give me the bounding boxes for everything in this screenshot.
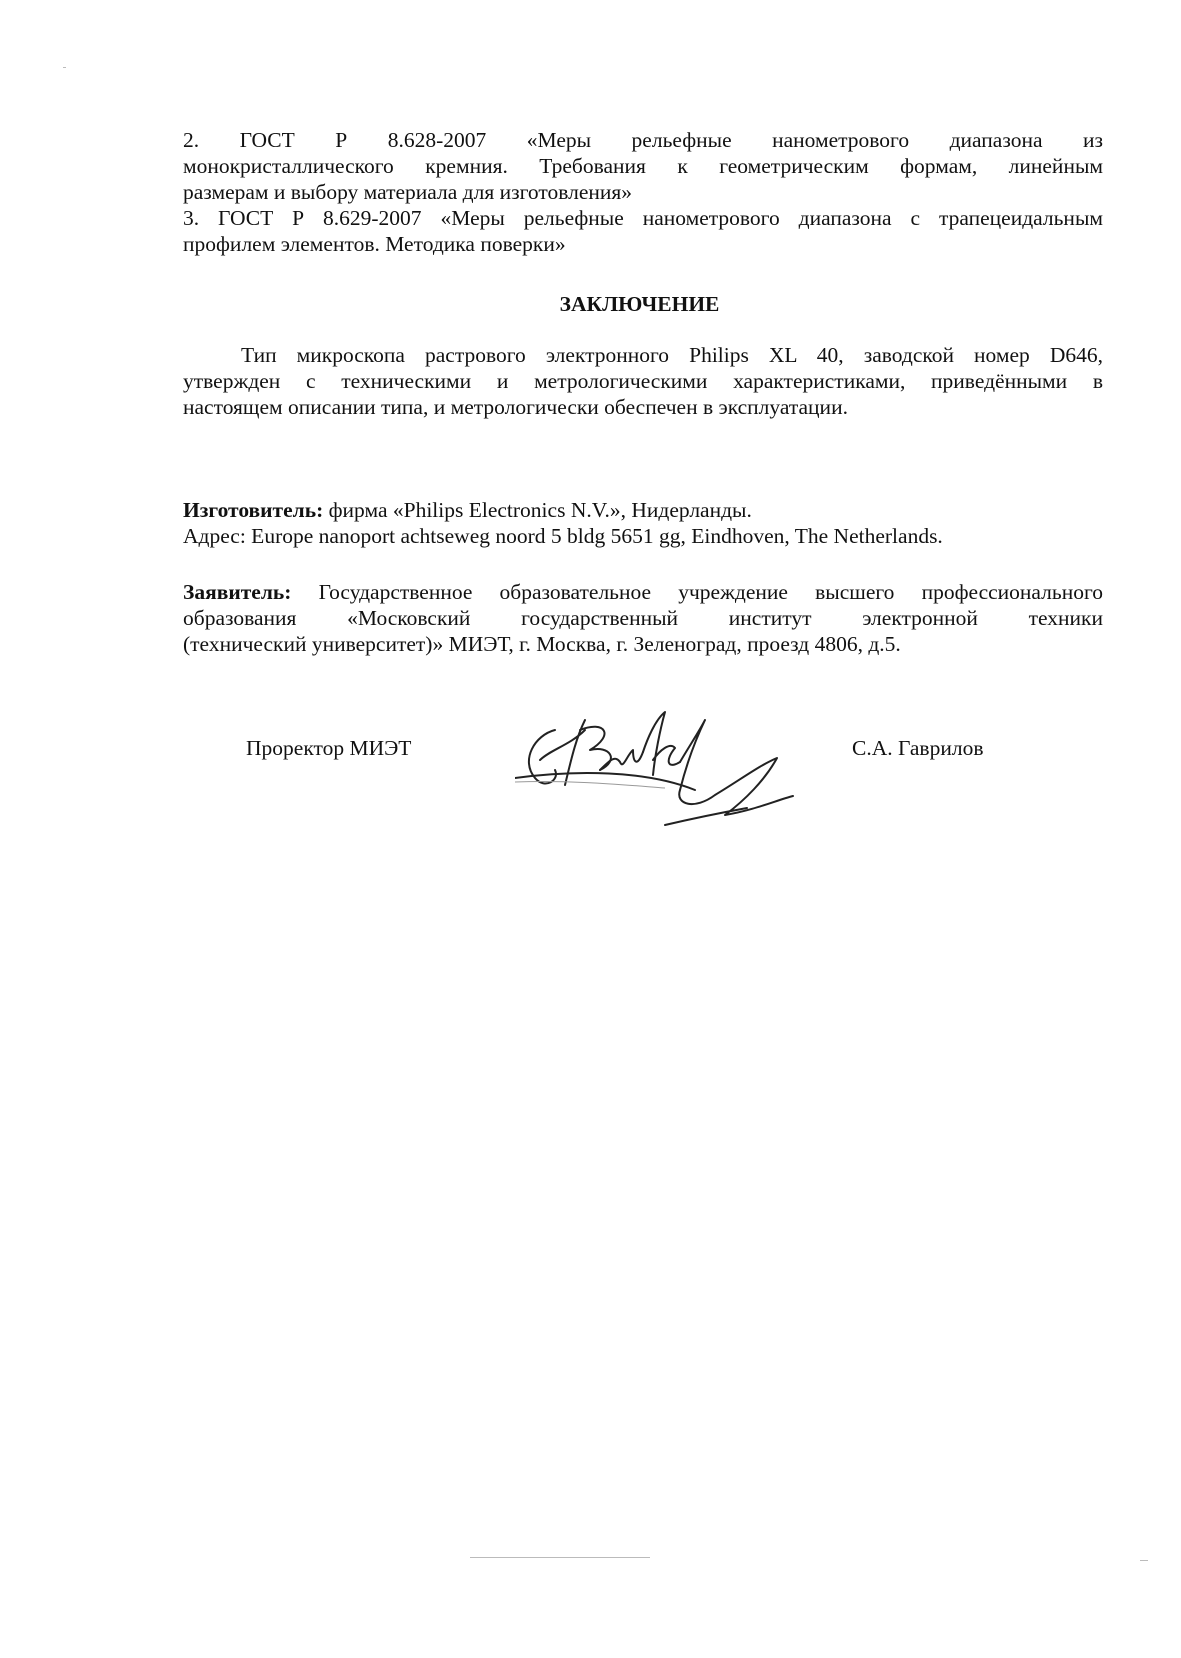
conclusion-line-1: Тип микроскопа растрового электронного Philips XL 40, заводской номер D646,	[241, 343, 1103, 367]
manufacturer-label: Изготовитель:	[183, 498, 324, 522]
conclusion-heading: ЗАКЛЮЧЕНИЕ	[559, 292, 720, 316]
applicant-line-1	[183, 579, 1103, 605]
ref-2-line-3: размерам и выбору материала для изготовления»	[183, 180, 633, 204]
manufacturer-line	[183, 497, 1103, 523]
manufacturer-section	[183, 497, 1103, 549]
applicant-section	[183, 579, 1103, 657]
manufacturer-address: Адрес: Europe nanoport achtseweg noord 5 bldg 5651 gg, Eindhoven, The Netherlands.	[183, 524, 943, 548]
conclusion-line-3: настоящем описании типа, и метрологически обеспечен в эксплуатации.	[183, 395, 848, 419]
conclusion-paragraph	[183, 342, 1103, 420]
handwritten-signature	[515, 700, 825, 870]
ref-2-line-2: монокристаллического кремния. Требования к геометрическим формам, линейным	[183, 154, 1103, 178]
signer-position: Проректор МИЭТ	[246, 736, 412, 760]
applicant-line-2: образования «Московский государственный институт электронной техники	[183, 606, 1103, 630]
applicant-line-3: (технический университет)» МИЭТ, г. Москва, г. Зеленоград, проезд 4806, д.5.	[183, 632, 901, 656]
ref-3-line-2: профилем элементов. Методика поверки»	[183, 232, 566, 256]
signer-name: С.А. Гаврилов	[852, 736, 984, 760]
manufacturer-value: фирма «Philips Electronics N.V.», Нидерланды.	[323, 498, 752, 522]
conclusion-line-2: утвержден с техническими и метрологическими характеристиками, приведёнными в	[183, 369, 1103, 393]
applicant-label: Заявитель:	[183, 580, 292, 604]
references-section	[183, 127, 1103, 257]
applicant-line-1-text: Государственное образовательное учреждение высшего профессионального	[291, 580, 1103, 604]
scan-speck	[470, 1557, 650, 1558]
ref-3-line-1: 3. ГОСТ Р 8.629-2007 «Меры рельефные нанометрового диапазона с трапецеидальным	[183, 206, 1103, 230]
scan-speck	[63, 67, 66, 68]
scan-speck	[1140, 1560, 1148, 1561]
ref-2-line-1: 2. ГОСТ Р 8.628-2007 «Меры рельефные нанометрового диапазона из	[183, 128, 1103, 152]
